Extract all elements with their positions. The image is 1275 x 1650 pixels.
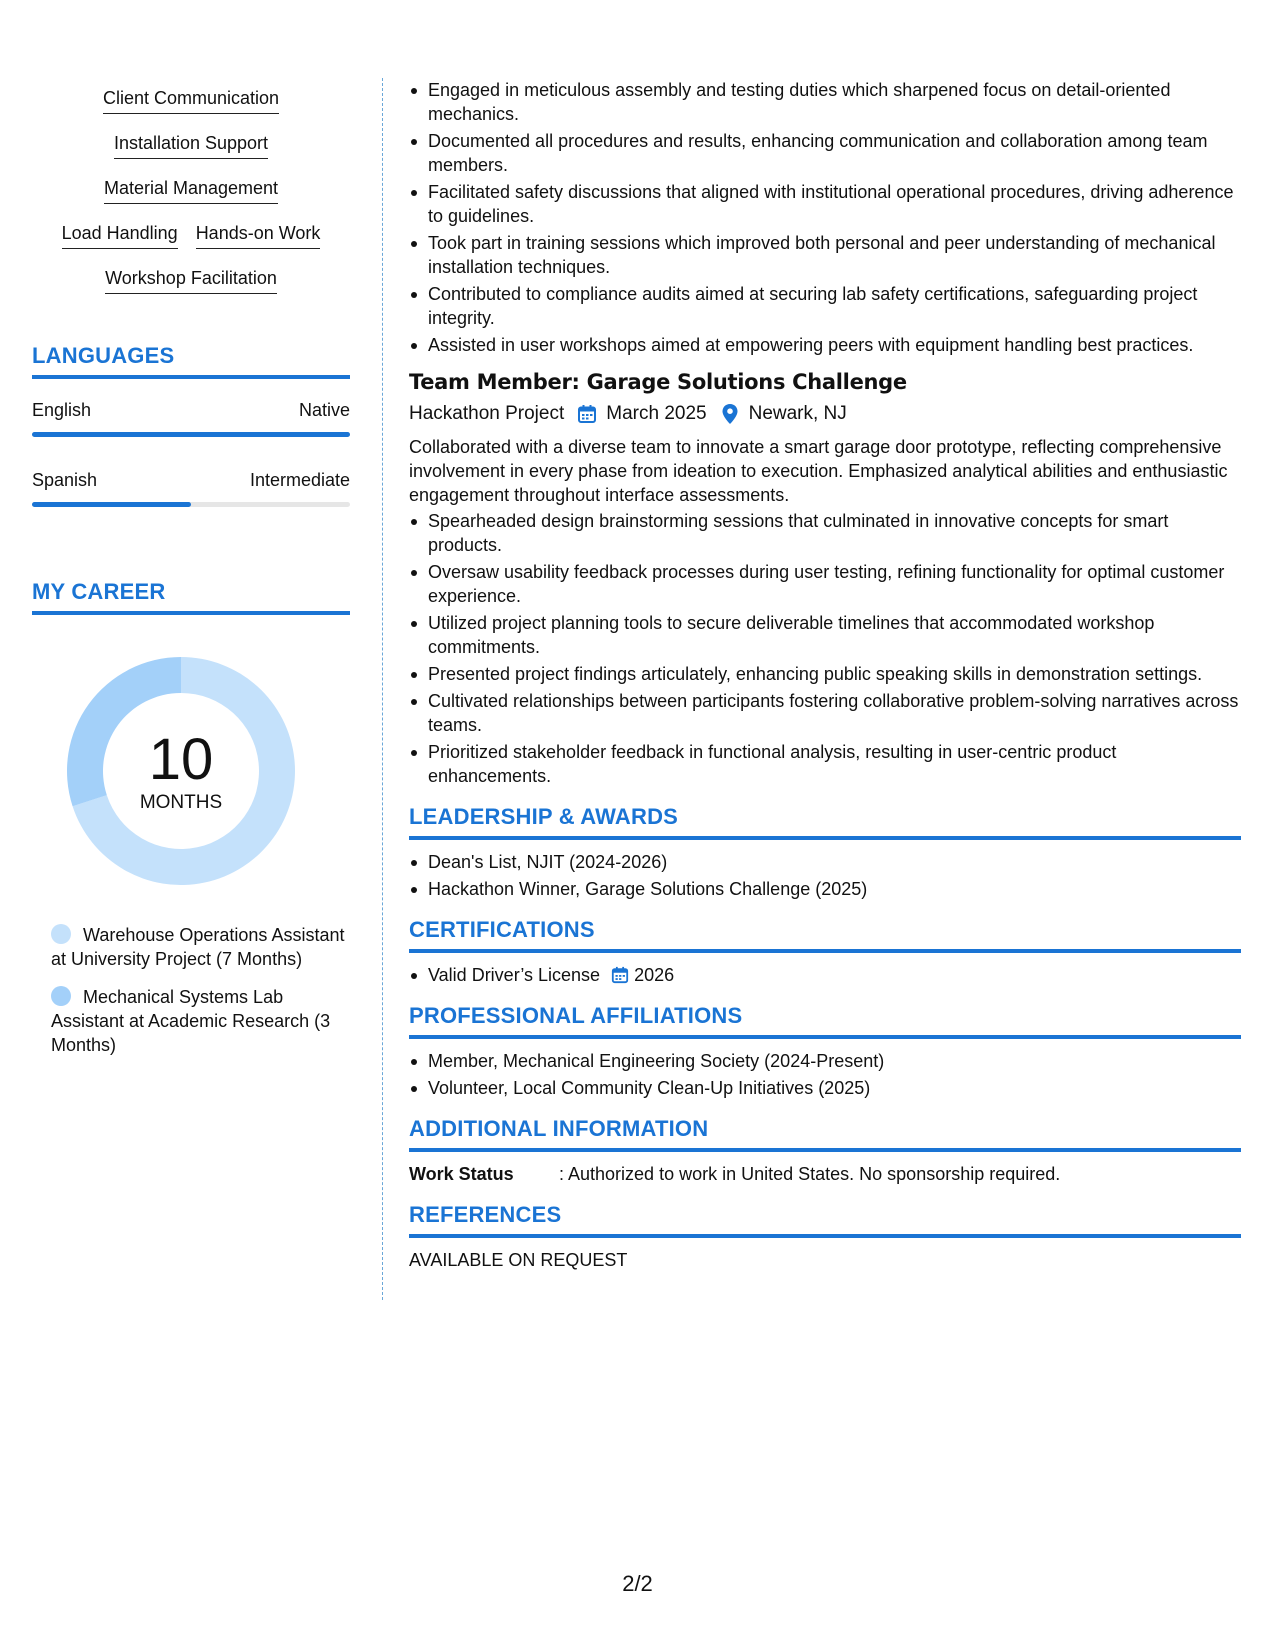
career-legend: [32, 923, 350, 1057]
donut-center: [67, 727, 295, 814]
list-item: Dean's List, NJIT (2024-2026): [409, 850, 1241, 874]
location-pin-icon: [719, 403, 741, 425]
additional-title: ADDITIONAL INFORMATION: [409, 1116, 1241, 1152]
skill-row: [32, 168, 350, 213]
project-location: Newark, NJ: [748, 403, 847, 424]
work-status-value: : Authorized to work in United States. No sponsorship required.: [559, 1164, 1061, 1184]
language-name: English: [32, 400, 92, 420]
language-item: [32, 399, 350, 437]
affiliations-title: PROFESSIONAL AFFILIATIONS: [409, 1003, 1241, 1039]
leadership-title: LEADERSHIP & AWARDS: [409, 804, 1241, 840]
language-row: [32, 469, 350, 491]
language-bar: [32, 432, 350, 437]
skill-tag: Material Management: [104, 178, 278, 204]
references-section: [409, 1202, 1241, 1272]
left-column: [32, 78, 350, 1071]
career-total-unit: MONTHS: [139, 792, 223, 813]
list-item: Volunteer, Local Community Clean-Up Initiatives (2025): [409, 1076, 1241, 1100]
career-legend-item: [51, 985, 350, 1057]
project-bullets: [409, 509, 1241, 788]
column-divider: [382, 78, 383, 1300]
list-item: Documented all procedures and results, enhancing communication and collaboration among team members.: [409, 129, 1241, 177]
work-status-key: Work Status: [409, 1164, 514, 1184]
languages-title: LANGUAGES: [32, 343, 350, 379]
skill-tag: Installation Support: [114, 133, 268, 159]
skill-row: [32, 213, 350, 258]
skill-row: [32, 123, 350, 168]
languages-section: [32, 343, 350, 507]
skill-tag: Client Communication: [103, 88, 279, 114]
project-description: Collaborated with a diverse team to innovate a smart garage door prototype, reflecting comprehensive involvement in every phase from ideation to execution. Emphasized analytical abilities and enthusiastic engagement throughout interface assessments.: [409, 437, 1228, 505]
language-bar-fill: [32, 432, 350, 437]
certification-year: 2026: [634, 965, 675, 985]
legend-dot: [51, 924, 71, 944]
list-item: Oversaw usability feedback processes during user testing, refining functionality for optimal customer experience.: [409, 560, 1241, 608]
list-item: Member, Mechanical Engineering Society (2024-Present): [409, 1049, 1241, 1073]
skills-list: [32, 78, 350, 303]
project-title: Team Member: Garage Solutions Challenge: [409, 370, 907, 394]
project-date: March 2025: [606, 403, 707, 424]
language-bar: [32, 502, 350, 507]
skill-tag: Load Handling: [62, 223, 178, 249]
project-type: Hackathon Project: [409, 403, 565, 424]
list-item: Presented project findings articulately, enhancing public speaking skills in demonstration settings.: [409, 662, 1241, 686]
list-item: Contributed to compliance audits aimed at securing lab safety certifications, safeguarding project integrity.: [409, 282, 1241, 330]
certifications-list: [409, 963, 1241, 987]
skill-row: [32, 258, 350, 303]
affiliations-section: [409, 1003, 1241, 1100]
list-item: Spearheaded design brainstorming sessions that culminated in innovative concepts for smart products.: [409, 509, 1241, 557]
language-row: [32, 399, 350, 421]
skill-row: [32, 78, 350, 123]
career-legend-item: [51, 923, 350, 971]
page-number: 2/2: [622, 1571, 653, 1596]
list-item: Took part in training sessions which improved both personal and peer understanding of mechanical installation techniques.: [409, 231, 1241, 279]
career-legend-label: Warehouse Operations Assistant at University Project (7 Months): [51, 925, 345, 969]
languages-list: [32, 399, 350, 507]
language-bar-fill: [32, 502, 191, 507]
certification-name: Valid Driver’s License: [428, 965, 601, 985]
certifications-section: [409, 917, 1241, 987]
list-item: Cultivated relationships between participants fostering collaborative problem-solving narratives across teams.: [409, 689, 1241, 737]
list-item: Utilized project planning tools to secure deliverable timelines that accommodated workshop commitments.: [409, 611, 1241, 659]
project-meta: [409, 401, 1241, 427]
list-item: Prioritized stakeholder feedback in functional analysis, resulting in user-centric product enhancements.: [409, 740, 1241, 788]
legend-dot: [51, 986, 71, 1006]
list-item: Assisted in user workshops aimed at empowering peers with equipment handling best practices.: [409, 333, 1241, 357]
calendar-icon: [610, 965, 630, 985]
right-column: [409, 78, 1241, 1272]
career-title: MY CAREER: [32, 579, 350, 615]
career-legend-label: Mechanical Systems Lab Assistant at Academic Research (3 Months): [51, 987, 331, 1055]
work-status-row: [409, 1162, 1241, 1186]
references-text: AVAILABLE ON REQUEST: [409, 1250, 628, 1270]
leadership-list: [409, 850, 1241, 901]
skill-tag: Hands-on Work: [196, 223, 321, 249]
language-name: Spanish: [32, 470, 98, 490]
career-section: [32, 579, 350, 1057]
language-item: [32, 469, 350, 507]
additional-section: [409, 1116, 1241, 1186]
list-item: Facilitated safety discussions that aligned with institutional operational procedures, driving adherence to guidelines.: [409, 180, 1241, 228]
experience-bullets: [409, 78, 1241, 357]
career-total-number: 10: [148, 727, 214, 792]
language-level: Native: [298, 400, 350, 420]
references-title: REFERENCES: [409, 1202, 1241, 1238]
career-donut: [67, 657, 295, 885]
list-item: Hackathon Winner, Garage Solutions Challenge (2025): [409, 877, 1241, 901]
list-item: [409, 963, 1241, 987]
leadership-section: [409, 804, 1241, 901]
calendar-icon: [576, 403, 598, 425]
affiliations-list: [409, 1049, 1241, 1100]
list-item: Engaged in meticulous assembly and testing duties which sharpened focus on detail-oriented mechanics.: [409, 78, 1241, 126]
skill-tag: Workshop Facilitation: [105, 268, 277, 294]
certifications-title: CERTIFICATIONS: [409, 917, 1241, 953]
language-level: Intermediate: [249, 470, 350, 490]
